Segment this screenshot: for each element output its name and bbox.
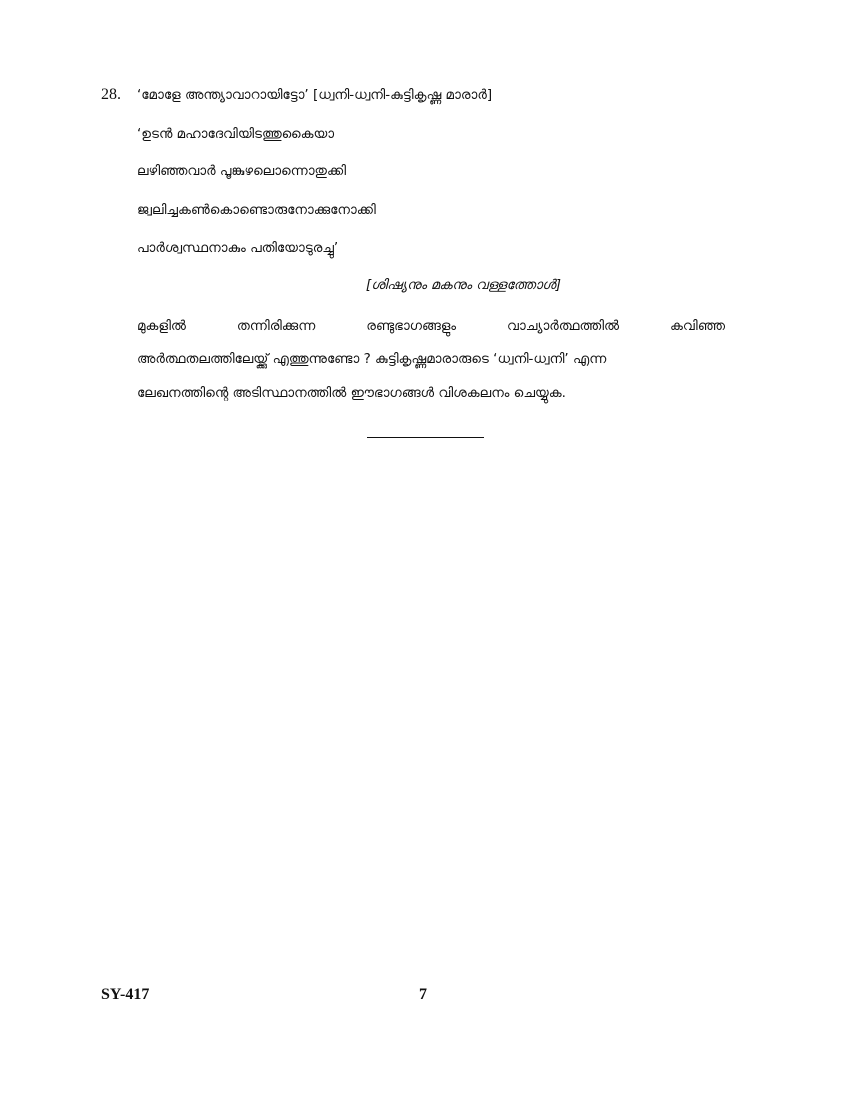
- question-title: ‘മോളേ അന്ത്യാവാറായിട്ടോ’ [ധ്വനി-ധ്വനി-കുട്ടികൃഷ്ണ മാരാർ]: [137, 87, 493, 103]
- verse-line: ജ്വലിച്ചകൺകൊണ്ടൊരുനോക്കുനോക്കി: [137, 202, 376, 218]
- prompt-word: കവിഞ്ഞ: [670, 318, 725, 334]
- question-number: 28.: [101, 86, 121, 103]
- prompt-line-2: അർത്ഥതലത്തിലേയ്ക്കു് എത്തുന്നുണ്ടോ ? കുട്ടികൃഷ്ണമാരാരുടെ ‘ധ്വനി-ധ്വനി’ എന്ന: [137, 351, 607, 367]
- prompt-line-3: ലേഖനത്തിന്റെ അടിസ്ഥാനത്തിൽ ഈഭാഗങ്ങൾ വിശകലനം ചെയ്യുക.: [137, 385, 566, 401]
- verse-line: പാർശ്വസ്ഥനാകും പതിയോടുരച്ചു’: [137, 240, 339, 256]
- paper-code: SY-417: [101, 986, 150, 1003]
- end-of-question-rule: [367, 437, 484, 438]
- verse-citation: [ശിഷ്യനും മകനും വള്ളത്തോൾ]: [365, 277, 561, 293]
- prompt-word: മുകളിൽ: [137, 318, 186, 334]
- page-number: 7: [419, 986, 427, 1003]
- prompt-word: വാച്യാർത്ഥത്തിൽ: [507, 318, 620, 334]
- verse-line: ‘ഉടൻ മഹാദേവിയിടത്തുകൈയാ: [137, 126, 335, 142]
- verse-line: ലഴിഞ്ഞവാർ പൂങ്കുഴലൊന്നൊതുക്കി: [137, 163, 347, 179]
- prompt-line-1: [137, 317, 725, 335]
- prompt-word: രണ്ടുഭാഗങ്ങളും: [366, 318, 457, 334]
- prompt-word: തന്നിരിക്കുന്ന: [236, 318, 316, 334]
